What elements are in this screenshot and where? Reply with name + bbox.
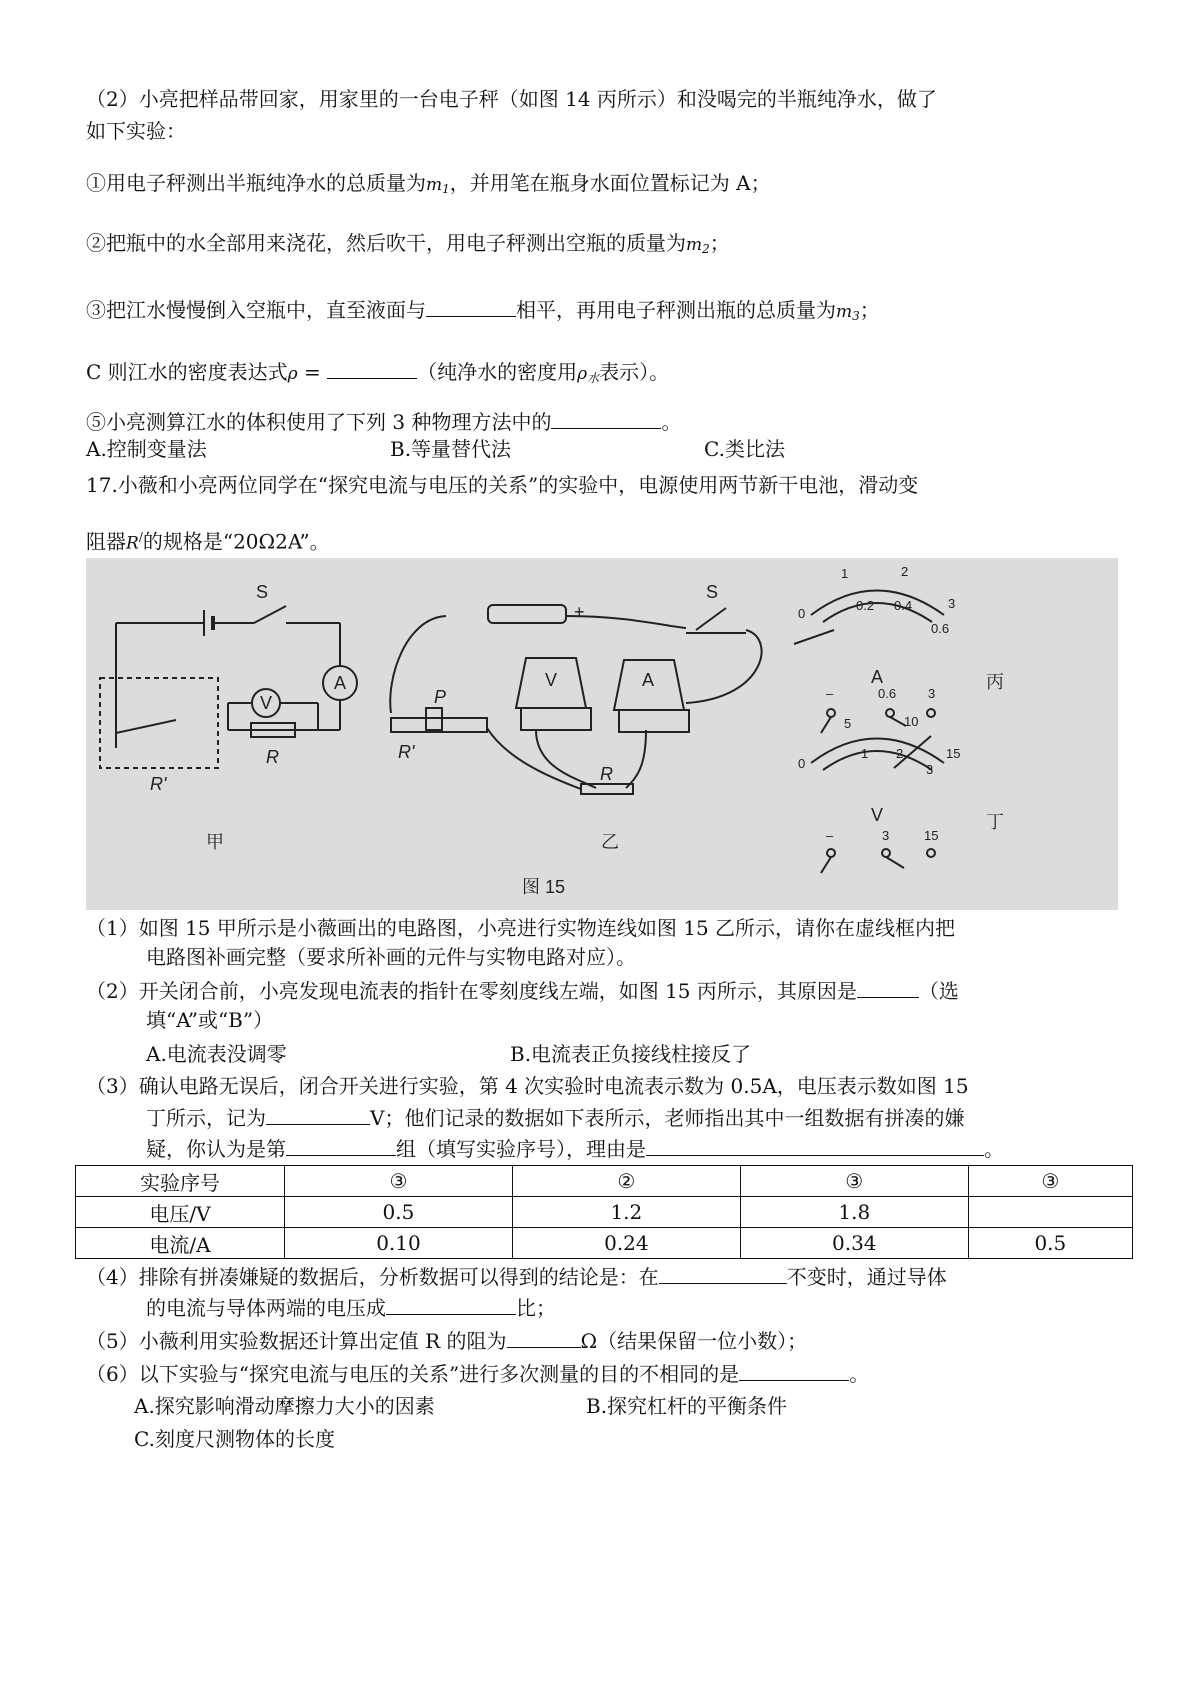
answer-blank[interactable] bbox=[266, 1104, 370, 1125]
text-line: 阻器R/的规格是“20Ω2A”。 bbox=[86, 529, 330, 554]
table-cell: 0.24 bbox=[512, 1228, 740, 1259]
table-cell: 电流/A bbox=[76, 1228, 285, 1259]
table-cell: 0.5 bbox=[285, 1197, 513, 1228]
text-line: A.控制变量法 bbox=[86, 437, 207, 461]
table-cell: 1.8 bbox=[740, 1197, 968, 1228]
voltmeter-face: V bbox=[545, 670, 558, 690]
text-line: ⑤小亮测算江水的体积使用了下列 3 种物理方法中的 。 bbox=[86, 410, 682, 434]
text-line: ③把江水慢慢倒入空瓶中，直至液面与 相平，再用电子秤测出瓶的总质量为$m_3$； bbox=[86, 298, 880, 323]
answer-blank[interactable] bbox=[857, 977, 919, 998]
rheostat-label-2: R' bbox=[398, 742, 415, 762]
answer-blank[interactable] bbox=[286, 1135, 396, 1156]
am-tick: 1 bbox=[841, 566, 849, 581]
text-line: ①用电子秤测出半瓶纯净水的总质量为$m_1$，并用笔在瓶身水面位置标记为 A； bbox=[86, 171, 771, 196]
label-ding: 丁 bbox=[986, 812, 1004, 832]
answer-blank[interactable] bbox=[327, 358, 417, 379]
text-line: （6）以下实验与“探究电流与电压的关系”进行多次测量的目的不相同的是 。 bbox=[86, 1362, 870, 1386]
text-line: A.电流表没调零 bbox=[146, 1042, 287, 1066]
table-cell: 1.2 bbox=[512, 1197, 740, 1228]
table-cell: 0.5 bbox=[968, 1228, 1132, 1259]
am-term: 3 bbox=[928, 686, 936, 701]
text-line: C.刻度尺测物体的长度 bbox=[134, 1427, 335, 1451]
label-bing: 丙 bbox=[986, 672, 1004, 692]
vm-zero: 0 bbox=[798, 756, 806, 771]
am-zero: 0 bbox=[798, 606, 806, 621]
text-line: 的电流与导体两端的电压成 比； bbox=[146, 1296, 556, 1320]
vm-inner: 2 bbox=[896, 746, 904, 761]
table-header: ③ bbox=[285, 1166, 513, 1197]
table-header: 实验序号 bbox=[76, 1166, 285, 1197]
circuit-figure bbox=[86, 558, 1118, 910]
table-header: ③ bbox=[740, 1166, 968, 1197]
text-line: （2）开关闭合前，小亮发现电流表的指针在零刻度线左端，如图 15 丙所示，其原因是 （选 bbox=[86, 979, 959, 1003]
vm-term: 3 bbox=[882, 828, 890, 843]
answer-blank[interactable] bbox=[507, 1327, 581, 1348]
table-row bbox=[76, 1228, 1133, 1259]
figure-caption: 图 15 bbox=[522, 877, 566, 897]
table-cell: 电压/V bbox=[76, 1197, 285, 1228]
figure-15 bbox=[86, 558, 1118, 910]
table-cell bbox=[968, 1197, 1132, 1228]
text-line: （5）小薇利用实验数据还计算出定值 R 的阻为 Ω（结果保留一位小数）； bbox=[86, 1329, 808, 1353]
vm-tick: 15 bbox=[946, 746, 961, 761]
vm-dial-label: V bbox=[871, 805, 884, 825]
plus-label: + bbox=[574, 602, 585, 622]
am-tick: 3 bbox=[948, 596, 956, 611]
text-line: C.类比法 bbox=[704, 437, 785, 461]
table-row bbox=[76, 1197, 1133, 1228]
text-line: （1）如图 15 甲所示是小薇画出的电路图，小亮进行实物连线如图 15 乙所示，请你在虚线框内把 bbox=[86, 916, 956, 940]
table-header: ② bbox=[512, 1166, 740, 1197]
vm-inner: 3 bbox=[926, 762, 934, 777]
text-line: 填“A”或“B”） bbox=[146, 1008, 274, 1032]
voltmeter-symbol: V bbox=[260, 693, 273, 713]
text-line: B.探究杠杆的平衡条件 bbox=[586, 1394, 788, 1418]
vm-inner: 1 bbox=[861, 746, 869, 761]
vm-tick: 10 bbox=[904, 714, 919, 729]
switch-label-2: S bbox=[706, 582, 719, 602]
ammeter-symbol: A bbox=[334, 673, 347, 693]
answer-blank[interactable] bbox=[739, 1360, 849, 1381]
am-inner: 0.4 bbox=[894, 598, 913, 613]
vm-minus: – bbox=[826, 828, 834, 843]
text-line: B.电流表正负接线柱接反了 bbox=[510, 1042, 752, 1066]
vm-term: 15 bbox=[924, 828, 939, 843]
table-header: ③ bbox=[968, 1166, 1132, 1197]
table-cell: 0.10 bbox=[285, 1228, 513, 1259]
answer-blank[interactable] bbox=[386, 1294, 516, 1315]
answer-blank[interactable] bbox=[426, 296, 516, 317]
answer-blank[interactable] bbox=[646, 1135, 984, 1156]
answer-blank[interactable] bbox=[659, 1263, 787, 1284]
am-dial-label: A bbox=[871, 667, 884, 687]
text-line: （3）确认电路无误后，闭合开关进行实验，第 4 次实验时电流表示数为 0.5A，电压表示数如图 15 bbox=[86, 1074, 969, 1098]
text-line: 疑，你认为是第 组（填写实验序号），理由是 。 bbox=[146, 1137, 1004, 1161]
am-inner: 0.6 bbox=[931, 621, 950, 636]
vm-tick: 5 bbox=[844, 716, 852, 731]
text-line: A.探究影响滑动摩擦力大小的因素 bbox=[134, 1394, 435, 1418]
data-table bbox=[75, 1165, 1133, 1259]
text-line: 丁所示，记为 V；他们记录的数据如下表所示，老师指出其中一组数据有拼凑的嫌 bbox=[146, 1106, 965, 1130]
resistor-label-2: R bbox=[600, 764, 613, 784]
am-minus: – bbox=[826, 686, 834, 701]
resistor-label: R bbox=[266, 747, 279, 767]
table-row bbox=[76, 1166, 1133, 1197]
switch-label: S bbox=[256, 582, 269, 602]
text-line: 电路图补画完整（要求所补画的元件与实物电路对应）。 bbox=[146, 945, 636, 969]
label-yi: 乙 bbox=[601, 832, 619, 852]
text-line: 如下实验： bbox=[86, 119, 186, 143]
slider-label: P bbox=[434, 687, 447, 707]
am-term: 0.6 bbox=[878, 686, 897, 701]
text-line: ②把瓶中的水全部用来浇花，然后吹干，用电子秤测出空瓶的质量为$m_2$； bbox=[86, 231, 730, 256]
text-line: 17.小薇和小亮两位同学在“探究电流与电压的关系”的实验中，电源使用两节新干电池，滑动变 bbox=[86, 473, 919, 497]
answer-blank[interactable] bbox=[551, 408, 661, 429]
text-line: （2）小亮把样品带回家，用家里的一台电子秤（如图 14 丙所示）和没喝完的半瓶纯净水，做了 bbox=[86, 87, 937, 111]
rheostat-label: R' bbox=[150, 774, 167, 794]
label-jia: 甲 bbox=[206, 832, 224, 852]
am-inner: 0.2 bbox=[856, 598, 875, 613]
am-tick: 2 bbox=[901, 564, 909, 579]
table-cell: 0.34 bbox=[740, 1228, 968, 1259]
text-line: B.等量替代法 bbox=[390, 437, 512, 461]
ammeter-face: A bbox=[642, 670, 655, 690]
text-line: （4）排除有拼凑嫌疑的数据后，分析数据可以得到的结论是：在 不变时，通过导体 bbox=[86, 1265, 947, 1289]
text-line: C 则江水的密度表达式ρ = （纯净水的密度用$\rho_水$表示）。 bbox=[86, 360, 670, 385]
